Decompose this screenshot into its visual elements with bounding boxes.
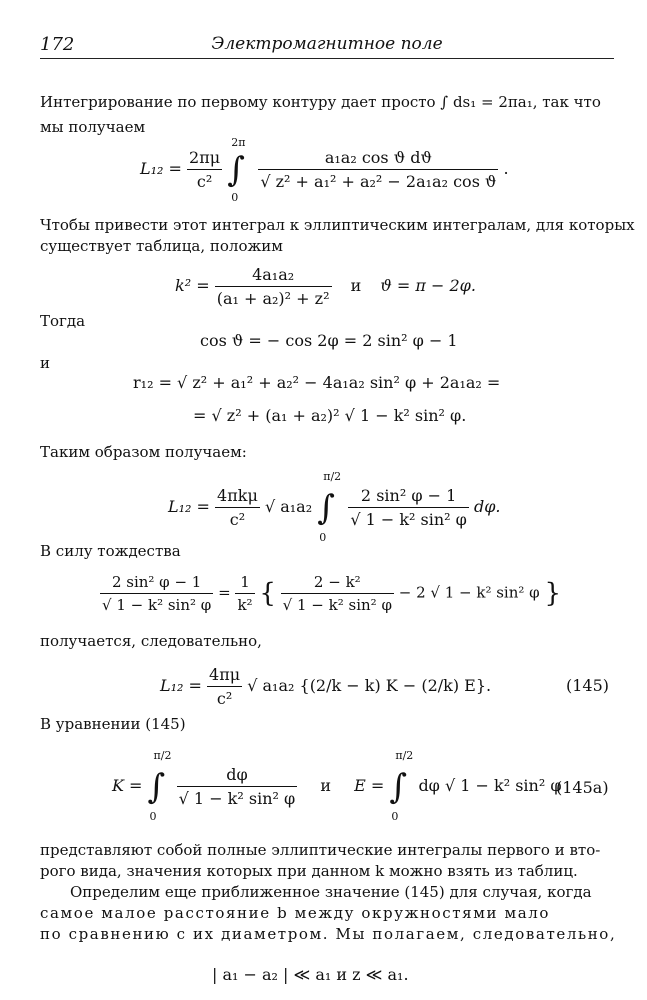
eq5-den: √ 1 − k² sin² φ [350,510,467,529]
paragraph-line: самое малое расстояние b между окружностями мало [40,904,551,922]
equation-145 [160,665,491,708]
eq7-lhs: L₁₂ = [160,676,202,695]
eq2-lhs: k² = [175,276,210,295]
eq6-tail: − 2 √ 1 − k² sin² φ [398,583,540,602]
eq5-lhs: L₁₂ = [168,497,210,516]
equation-4-line-1: r₁₂ = √ z² + a₁² + a₂² − 4a₁a₂ sin² φ + 2a₁a₂ = [133,373,501,392]
poluchaetsya: получается, следовательно, [40,632,262,650]
eq6-inner [281,573,394,614]
eq5-sqrt: √ a₁a₂ [264,497,313,516]
paragraph-line: Определим еще приближенное значение (145) для случая, когда [70,883,592,901]
eq2-fraction [215,265,332,308]
equation-6: $\frac{\text{2 sin² φ − 1}}{\text{√ 1 − k² sin² φ}}$ = $\frac{1}{\text{k²}}$ { $\frac{\text{2 − k²}}{\text{√ 1 − k² sin² φ}}$ − 2 √ 1 − k² sin² φ } [102,573,561,614]
equation-number-145a: (145a) [556,778,609,797]
eq6-coef [235,573,254,614]
eq1-coef-den: c² [196,172,213,191]
eq8-K-den: √ 1 − k² sin² φ [178,789,296,808]
eq8-K-upper: π/2 [153,748,172,762]
eq6-equals: = [218,583,231,602]
equation-145a [112,748,562,823]
equation-number-145: (145) [566,676,610,695]
eq2-den: (a₁ + a₂)² + z² [216,289,330,308]
running-title: Электромагнитное поле [211,34,443,54]
eq8-E-body: dφ √ 1 − k² sin² φ [418,776,562,795]
eq8-E-lower: 0 [391,809,399,823]
v-silu: В силу тождества [40,542,181,560]
eq1-integrand [258,148,498,191]
paragraph-line: Интегрирование по первому контуру дает просто ∫ ds₁ = 2πa₁, так что [40,93,601,111]
paragraph-line: Чтобы привести этот интеграл к эллиптическим интегралам, для которых [40,216,635,234]
eq7-coefficient [207,665,242,708]
eq5-upper-limit: π/2 [323,469,342,483]
eq5-lower-limit: 0 [319,530,327,544]
eq1-coef-num: 2πμ [187,148,222,170]
equation-final: | a₁ − a₂ | ≪ a₁ и z ≪ a₁. [212,965,409,984]
equation-2 [175,265,476,308]
equation-4-line-2: = √ z² + (a₁ + a₂)² √ 1 − k² sin² φ. [193,406,467,425]
eq7-coef-den: c² [216,689,233,708]
eq5-coef-num: 4πkμ [215,486,260,508]
eq5-num: 2 sin² φ − 1 [348,486,469,508]
equation-5 [168,469,501,544]
paragraph-line: представляют собой полные эллиптические интегралы первого и вто- [40,841,601,859]
eq1-num: a₁a₂ cos ϑ dϑ [258,148,498,170]
v-uravnenii: В уравнении (145) [40,715,186,733]
equation-3: cos ϑ = − cos 2φ = 2 sin² φ − 1 [200,331,458,350]
word-i: и [40,354,50,372]
eq5-coef-den: c² [229,510,246,529]
paragraph-line: по сравнению с их диаметром. Мы полагаем, следовательно, [40,925,617,943]
eq6-lhs-num: 2 sin² φ − 1 [100,573,213,594]
eq8-E-integral: ∫ π/2 0 [389,748,414,823]
page-header [40,30,614,59]
eq8-K-integrand [177,765,298,808]
eq8-K-integral: ∫ π/2 0 [147,748,172,823]
eq1-lhs: L₁₂ = [140,159,182,178]
takim-obrazom: Таким образом получаем: [40,443,247,461]
eq1-integral: ∫ 2π 0 [227,135,246,204]
eq6-coef-num: 1 [235,573,254,594]
eq8-K-lower: 0 [149,809,157,823]
eq6-lhs-den: √ 1 − k² sin² φ [102,596,212,614]
eq5-coefficient [215,486,260,529]
eq5-tail: dφ. [473,497,501,516]
eq1-coefficient [187,148,222,191]
eq1-den: √ z² + a₁² + a₂² − 2a₁a₂ cos ϑ [260,172,497,191]
eq2-and: и [350,276,362,295]
eq6-coef-den: k² [237,596,253,614]
eq5-integrand [348,486,469,529]
paragraph-line: существует таблица, положим [40,237,283,255]
eq8-and: и [320,776,331,795]
eq8-K: K = [112,776,143,795]
eq8-K-num: dφ [177,765,298,787]
eq5-integral: ∫ π/2 0 [317,469,342,544]
eq8-E-upper: π/2 [395,748,414,762]
word-togda: Тогда [40,312,86,330]
eq7-body: √ a₁a₂ {(2/k − k) K − (2/k) E}. [247,676,492,695]
eq6-inner-den: √ 1 − k² sin² φ [282,596,392,614]
eq1-lower-limit: 0 [231,190,239,204]
eq2-num: 4a₁a₂ [215,265,332,287]
eq2-rhs: ϑ = π − 2φ. [380,276,476,295]
eq8-E: E = [354,776,385,795]
eq6-inner-num: 2 − k² [281,573,394,594]
eq7-coef-num: 4πμ [207,665,242,687]
page-number: 172 [40,34,75,55]
paragraph-line: мы получаем [40,118,146,136]
eq6-lhs [100,573,213,614]
eq1-upper-limit: 2π [231,135,246,149]
equation-1: L₁₂ = $\frac{2\pi\mu}{\text{c²}}$ ∫ 2π 0 $\frac{\text{a₁a₂ cos ϑ dϑ}}{\text{√ z² + a₁² + a₂² − 2a₁a₂ cos ϑ}}$ . [140,135,509,204]
paragraph-line: рого вида, значения которых при данном k можно взять из таблиц. [40,862,578,880]
